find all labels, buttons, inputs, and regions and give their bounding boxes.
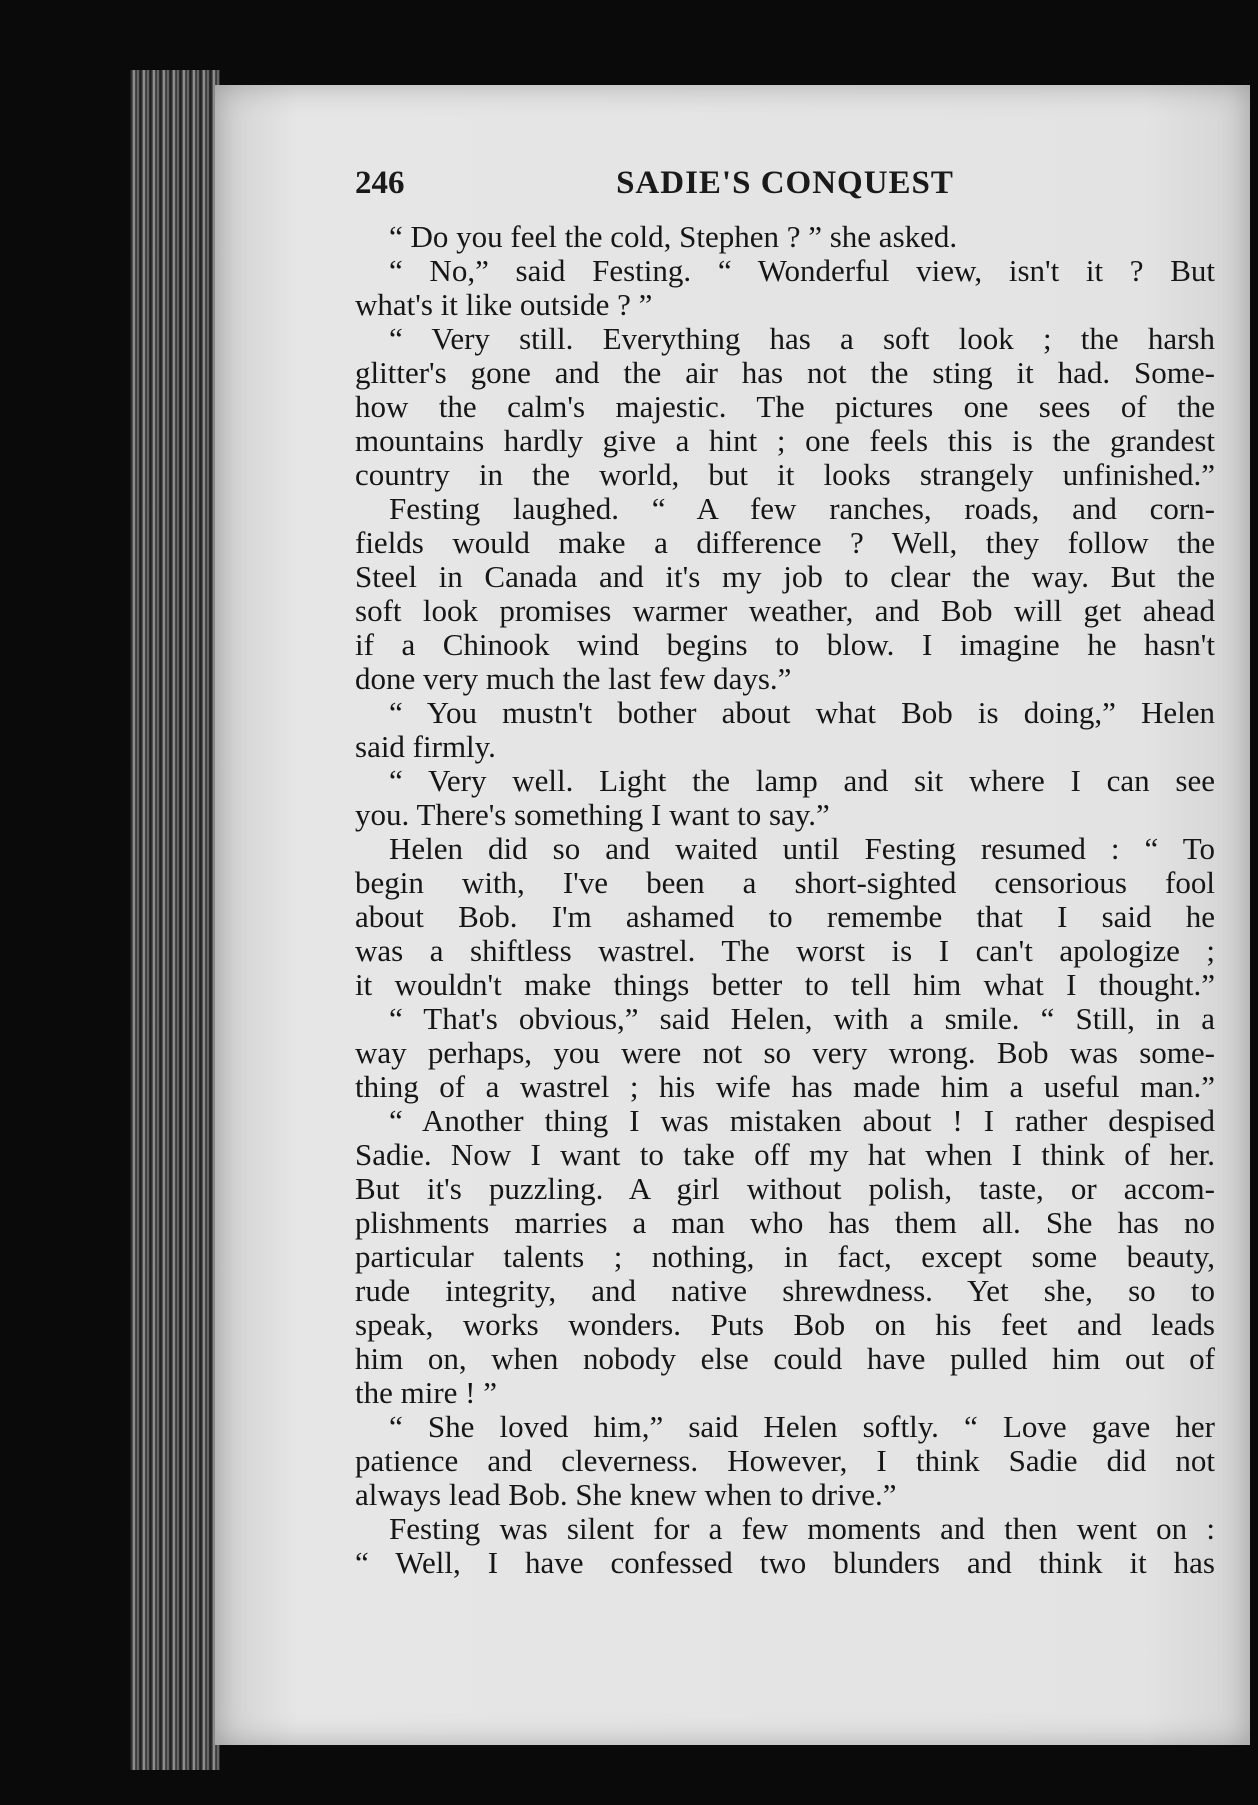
text-line: the mire ! ” — [355, 1375, 498, 1410]
text-line: “ Very still. Everything has a soft look ; the harsh — [389, 321, 1215, 356]
text-line: done very much the last few days.” — [355, 661, 792, 696]
page-number: 246 — [355, 165, 405, 201]
text-line: “ Well, I have confessed two blunders and think it has — [355, 1545, 1215, 1580]
text-line: about Bob. I'm ashamed to remembe that I said he — [355, 899, 1215, 934]
text-line: how the calm's majestic. The pictures one sees of the — [355, 389, 1215, 424]
text-line: what's it like outside ? ” — [355, 287, 653, 322]
text-line: “ She loved him,” said Helen softly. “ Love gave her — [389, 1409, 1215, 1444]
text-line: fields would make a difference ? Well, they follow the — [355, 525, 1215, 560]
text-line: Steel in Canada and it's my job to clear the way. But the — [355, 559, 1215, 594]
text-line: Festing laughed. “ A few ranches, roads, and corn- — [389, 491, 1215, 526]
text-line: particular talents ; nothing, in fact, except some beauty, — [355, 1239, 1215, 1274]
text-line: way perhaps, you were not so very wrong. Bob was some- — [355, 1035, 1215, 1070]
text-line: “ Very well. Light the lamp and sit where I can see — [389, 763, 1215, 798]
page-header — [355, 165, 1215, 215]
text-line: “ Another thing I was mistaken about ! I rather despised — [389, 1103, 1215, 1138]
text-line: “ You mustn't bother about what Bob is doing,” Helen — [389, 695, 1215, 730]
text-line: rude integrity, and native shrewdness. Yet she, so to — [355, 1273, 1215, 1308]
text-line: him on, when nobody else could have pulled him out of — [355, 1341, 1215, 1376]
running-title: SADIE'S CONQUEST — [616, 165, 954, 201]
text-line: Sadie. Now I want to take off my hat when I think of her. — [355, 1137, 1215, 1172]
text-line: thing of a wastrel ; his wife has made him a useful man.” — [355, 1069, 1215, 1104]
text-line: Helen did so and waited until Festing resumed : “ To — [389, 831, 1215, 866]
text-line: plishments marries a man who has them all. She has no — [355, 1205, 1215, 1240]
text-line: Festing was silent for a few moments and then went on : — [389, 1511, 1215, 1546]
text-line: if a Chinook wind begins to blow. I imagine he hasn't — [355, 627, 1215, 662]
text-line: always lead Bob. She knew when to drive.” — [355, 1477, 897, 1512]
text-line: you. There's something I want to say.” — [355, 797, 830, 832]
text-line: country in the world, but it looks strangely unfinished.” — [355, 457, 1215, 492]
text-line: glitter's gone and the air has not the sting it had. Some- — [355, 355, 1215, 390]
body-text — [355, 220, 1215, 1580]
text-line: speak, works wonders. Puts Bob on his feet and leads — [355, 1307, 1215, 1342]
text-line: patience and cleverness. However, I think Sadie did not — [355, 1443, 1215, 1478]
text-line: begin with, I've been a short-sighted censorious fool — [355, 865, 1215, 900]
book-page — [215, 85, 1250, 1745]
text-line: “ That's obvious,” said Helen, with a smile. “ Still, in a — [389, 1001, 1215, 1036]
text-line: it wouldn't make things better to tell him what I thought.” — [355, 967, 1215, 1002]
text-line: was a shiftless wastrel. The worst is I can't apologize ; — [355, 933, 1215, 968]
text-line: soft look promises warmer weather, and Bob will get ahead — [355, 593, 1215, 628]
text-line: mountains hardly give a hint ; one feels this is the grandest — [355, 423, 1215, 458]
text-line: But it's puzzling. A girl without polish, taste, or accom- — [355, 1171, 1215, 1206]
text-line: said firmly. — [355, 729, 496, 764]
text-line: “ Do you feel the cold, Stephen ? ” she asked. — [389, 219, 958, 254]
book-page-edges — [130, 70, 220, 1770]
text-line: “ No,” said Festing. “ Wonderful view, isn't it ? But — [389, 253, 1215, 288]
